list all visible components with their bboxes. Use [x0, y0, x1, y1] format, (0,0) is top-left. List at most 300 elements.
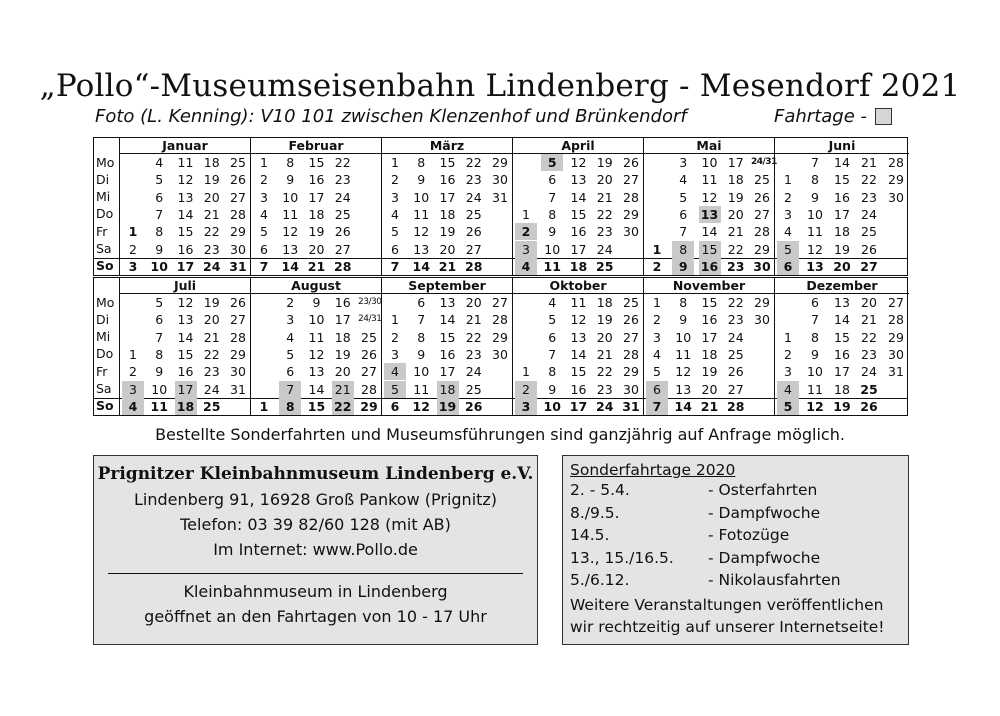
weekday-label: Di [96, 171, 110, 187]
event-item [570, 549, 908, 572]
day-cell: 3 [515, 398, 537, 415]
day-cell: 10 [544, 241, 561, 257]
day-cell: 6 [155, 189, 164, 205]
month-block [775, 138, 909, 275]
day-cell: 2 [129, 364, 137, 380]
day-cell: 9 [417, 346, 426, 362]
day-cell: 14 [834, 312, 850, 328]
day-cell: 16 [834, 346, 850, 362]
day-cell: 4 [155, 155, 164, 170]
day-cell: 21 [861, 312, 877, 328]
day-cell: 6 [548, 172, 557, 188]
day-cell: 1 [129, 346, 137, 362]
day-cell: 1 [391, 312, 399, 328]
month-name: März [382, 138, 512, 154]
day-cell: 17 [701, 329, 718, 345]
day-cell: 17 [569, 398, 588, 414]
day-cell: 21 [203, 329, 220, 345]
day-cell: 6 [286, 364, 295, 380]
weekday-label: Fr [96, 223, 108, 239]
month-block [251, 278, 382, 415]
day-cell: 17 [176, 258, 195, 274]
weekday-label: Sa [96, 241, 112, 256]
day-cell: 12 [177, 295, 194, 310]
day-cell: 16 [570, 224, 587, 240]
day-cell: 16 [834, 189, 850, 205]
day-cell: 26 [465, 398, 483, 414]
day-cell: 10 [675, 329, 692, 345]
day-cell: 29 [230, 224, 246, 240]
day-cell: 22 [465, 329, 482, 345]
day-cell: 6 [390, 398, 400, 414]
day-cell: 23 [727, 312, 744, 328]
day-cell: 12 [282, 224, 299, 240]
day-cell: 23 [727, 258, 745, 274]
day-cell: 26 [465, 224, 482, 240]
day-cell: 28 [361, 381, 377, 397]
day-cell: 5 [777, 398, 799, 415]
weekday-label: Do [96, 346, 114, 362]
day-cell: 3 [784, 364, 792, 380]
day-cell: 23/30 [358, 297, 382, 307]
day-cell: 6 [646, 381, 668, 398]
day-cell: 29 [230, 346, 246, 362]
legend-swatch [875, 108, 892, 125]
day-cell: 22 [861, 172, 877, 188]
day-cell: 18 [596, 295, 613, 310]
day-cell: 12 [413, 224, 430, 240]
month-name: November [644, 278, 774, 294]
day-cell: 8 [417, 329, 426, 345]
day-cell: 13 [834, 295, 850, 310]
day-cell: 5 [777, 241, 799, 258]
calendar-first-half [93, 137, 908, 276]
day-cell: 29 [492, 155, 508, 170]
day-cell: 3 [128, 258, 138, 274]
day-cell: 30 [492, 346, 508, 362]
month-name: Mai [644, 138, 774, 154]
day-cell: 11 [413, 206, 430, 222]
weekday-label: So [96, 258, 114, 274]
day-cell: 13 [570, 172, 587, 188]
day-cell: 18 [439, 206, 456, 222]
day-cell: 7 [155, 206, 164, 222]
day-cell: 19 [596, 155, 613, 170]
day-cell: 20 [727, 206, 744, 222]
day-cell: 2 [652, 258, 662, 274]
day-cell: 7 [390, 258, 400, 274]
day-cell: 15 [308, 155, 325, 170]
day-cell: 6 [548, 329, 557, 345]
day-cell: 26 [361, 346, 377, 362]
day-cell: 17 [175, 381, 197, 398]
day-cell: 12 [308, 346, 325, 362]
day-cell: 16 [699, 258, 721, 275]
day-cell: 20 [334, 364, 351, 380]
day-cell: 13 [699, 206, 721, 223]
day-cell: 10 [413, 364, 430, 380]
day-cell: 2 [784, 346, 792, 362]
day-cell: 15 [307, 398, 326, 414]
day-cell: 25 [596, 258, 614, 274]
day-cell: 16 [308, 172, 325, 188]
day-cell: 20 [203, 312, 220, 328]
event-item [570, 571, 908, 594]
day-cell: 12 [675, 364, 692, 380]
day-cell: 25 [203, 398, 221, 414]
day-cell: 4 [384, 363, 406, 380]
day-cell: 15 [439, 329, 456, 345]
day-cell: 7 [155, 329, 164, 345]
day-cell: 6 [391, 241, 399, 257]
day-cell: 26 [623, 312, 639, 328]
day-cell: 4 [777, 381, 799, 398]
calendar-grid [93, 137, 908, 416]
month-block [644, 138, 775, 275]
day-cell: 25 [727, 346, 744, 362]
day-cell: 27 [334, 241, 351, 257]
day-cell: 7 [679, 224, 688, 240]
day-cell: 13 [570, 329, 587, 345]
day-cell: 7 [259, 258, 269, 274]
day-cell: 19 [727, 189, 744, 205]
day-cell: 29 [623, 364, 639, 380]
day-cell: 14 [177, 206, 194, 222]
day-cell: 29 [754, 241, 770, 257]
day-cell: 11 [807, 224, 823, 240]
day-cell: 12 [570, 312, 587, 328]
footer-line-1: Weitere Veranstaltungen veröffentlichen [570, 595, 884, 614]
day-cell: 20 [596, 172, 613, 188]
day-cell: 18 [203, 155, 220, 170]
day-cell: 24 [596, 241, 613, 257]
day-cell: 17 [439, 189, 456, 205]
day-cell: 4 [260, 206, 268, 222]
day-cell: 26 [230, 172, 246, 188]
day-cell: 30 [623, 224, 639, 240]
day-cell: 1 [128, 224, 138, 240]
day-cell: 17 [834, 206, 850, 222]
museum-line-2: geöffnet an den Fahrtagen von 10 - 17 Uhr [144, 607, 487, 626]
day-cell: 22 [727, 241, 744, 257]
day-cell: 3 [391, 189, 399, 205]
day-cell: 20 [833, 258, 851, 274]
day-cell: 30 [888, 346, 904, 362]
month-block [251, 138, 382, 275]
day-cell: 21 [307, 258, 326, 274]
day-cell: 21 [596, 189, 613, 205]
day-cell: 8 [417, 155, 426, 170]
day-cell: 14 [834, 155, 850, 170]
day-cell: 9 [679, 312, 688, 328]
day-cell: 4 [122, 398, 144, 415]
day-cell: 9 [312, 295, 321, 310]
day-cell: 15 [834, 172, 850, 188]
day-cell: 15 [834, 329, 850, 345]
day-cell: 24 [203, 258, 221, 274]
day-cell: 14 [412, 258, 430, 274]
day-cell: 19 [437, 398, 459, 415]
day-cell: 12 [807, 241, 823, 257]
event-date: 14.5. [570, 526, 610, 544]
month-name: September [382, 278, 512, 294]
event-date: 5./6.12. [570, 571, 630, 589]
day-cell: 3 [679, 155, 688, 170]
day-cell: 10 [543, 398, 561, 414]
day-cell: 9 [548, 381, 557, 397]
day-cell: 11 [177, 155, 194, 170]
day-cell: 31 [230, 381, 246, 397]
day-cell: 9 [155, 241, 164, 257]
day-cell: 8 [548, 206, 557, 222]
month-block [120, 278, 251, 415]
day-cell: 8 [811, 172, 819, 188]
day-cell: 12 [177, 172, 194, 188]
day-cell: 4 [548, 295, 557, 310]
day-cell: 23 [334, 172, 351, 188]
day-cell: 22 [727, 295, 744, 310]
day-cell: 3 [784, 206, 792, 222]
event-item [570, 481, 908, 504]
day-cell: 9 [548, 224, 557, 240]
day-cell: 29 [888, 172, 904, 188]
day-cell: 11 [282, 206, 299, 222]
day-cell: 25 [861, 224, 877, 240]
day-cell: 11 [413, 381, 430, 397]
month-name: Februar [251, 138, 381, 154]
day-cell: 21 [700, 398, 719, 414]
footer-line-2: wir rechtzeitig auf unserer Internetseite! [570, 617, 885, 636]
day-cell: 25 [754, 172, 770, 188]
day-cell: 16 [439, 172, 456, 188]
day-cell: 7 [811, 155, 819, 170]
day-cell: 5 [384, 381, 406, 398]
day-cell: 15 [699, 241, 721, 258]
day-cell: 12 [570, 155, 587, 170]
day-cell: 3 [260, 189, 268, 205]
day-cell: 24/31 [751, 157, 777, 167]
day-cell: 25 [230, 155, 246, 170]
month-block [120, 138, 251, 275]
day-cell: 18 [175, 398, 197, 415]
day-cell: 14 [674, 398, 692, 414]
day-cell: 11 [308, 329, 325, 345]
contact-box [93, 455, 538, 645]
day-cell: 28 [888, 155, 904, 170]
day-cell: 1 [784, 329, 792, 345]
day-cell: 14 [701, 224, 718, 240]
day-cell: 12 [701, 189, 718, 205]
day-cell: 5 [155, 295, 164, 310]
month-block [775, 278, 909, 415]
day-cell: 18 [834, 224, 850, 240]
day-cell: 21 [861, 155, 877, 170]
special-days-heading: Sonderfahrtage 2020 [570, 461, 736, 479]
day-cell: 26 [230, 295, 246, 310]
event-item [570, 504, 908, 527]
day-cell: 1 [260, 155, 268, 170]
weekday-label: Sa [96, 381, 112, 396]
day-cell: 30 [230, 364, 246, 380]
day-cell: 27 [727, 381, 744, 397]
day-cell: 27 [860, 258, 878, 274]
day-cell: 22 [465, 155, 482, 170]
day-cell: 22 [596, 364, 613, 380]
day-cell: 28 [623, 189, 639, 205]
day-cell: 14 [308, 381, 325, 397]
day-cell: 28 [492, 312, 508, 328]
day-cell: 27 [623, 172, 639, 188]
day-cell: 12 [412, 398, 430, 414]
day-cell: 16 [439, 346, 456, 362]
day-cell: 22 [334, 155, 351, 170]
event-name: - Fotozüge [708, 526, 790, 544]
day-cell: 24 [465, 364, 482, 380]
day-cell: 31 [888, 364, 904, 380]
day-cell: 23 [203, 241, 220, 257]
weekday-label: Di [96, 311, 110, 327]
day-cell: 22 [203, 224, 220, 240]
day-cell: 13 [177, 312, 194, 328]
day-cell: 20 [596, 329, 613, 345]
weekday-label: Mo [96, 294, 115, 310]
weekday-labels [94, 278, 120, 415]
month-block [382, 138, 513, 275]
day-cell: 5 [541, 154, 563, 171]
organization-name: Prignitzer Kleinbahnmuseum Lindenberg e.V. [97, 464, 534, 484]
day-cell: 28 [230, 206, 246, 222]
event-name: - Dampfwoche [708, 548, 821, 567]
day-cell: 19 [596, 312, 613, 328]
day-cell: 22 [596, 206, 613, 222]
month-block [644, 278, 775, 415]
day-cell: 27 [361, 364, 377, 380]
day-cell: 23 [465, 172, 482, 188]
day-cell: 14 [281, 258, 299, 274]
day-cell: 8 [279, 398, 301, 415]
day-cell: 19 [439, 224, 456, 240]
day-cell: 19 [833, 398, 851, 414]
day-cell: 30 [230, 241, 246, 257]
day-cell: 5 [260, 224, 268, 240]
day-cell: 19 [834, 241, 850, 257]
day-cell: 24 [596, 398, 614, 414]
day-cell: 15 [701, 295, 718, 310]
day-cell: 3 [653, 329, 661, 345]
day-cell: 29 [360, 398, 378, 414]
day-cell: 4 [391, 206, 399, 222]
day-cell: 27 [230, 312, 246, 328]
day-cell: 10 [807, 364, 823, 380]
day-cell: 1 [391, 155, 399, 170]
day-cell: 13 [413, 241, 430, 257]
month-block [382, 278, 513, 415]
museum-line-1: Kleinbahnmuseum in Lindenberg [183, 582, 448, 601]
day-cell: 21 [438, 258, 457, 274]
day-cell: 8 [811, 329, 819, 345]
day-cell: 10 [308, 312, 325, 328]
day-cell: 27 [465, 241, 482, 257]
day-cell: 19 [308, 224, 325, 240]
day-cell: 11 [701, 172, 718, 188]
day-cell: 2 [391, 172, 399, 188]
day-cell: 23 [596, 224, 613, 240]
day-cell: 8 [155, 224, 164, 240]
legend [774, 106, 892, 127]
day-cell: 18 [334, 329, 351, 345]
month-name: April [513, 138, 643, 154]
day-cell: 28 [623, 346, 639, 362]
day-cell: 24 [861, 206, 877, 222]
day-cell: 13 [806, 258, 824, 274]
day-cell: 24 [203, 381, 220, 397]
day-cell: 29 [888, 329, 904, 345]
day-cell: 21 [465, 312, 482, 328]
day-cell: 22 [203, 346, 220, 362]
month-block [513, 138, 644, 275]
day-cell: 6 [155, 312, 164, 328]
day-cell: 5 [391, 224, 399, 240]
calendar-second-half [93, 277, 908, 416]
day-cell: 20 [861, 295, 877, 310]
day-cell: 20 [439, 241, 456, 257]
legend-label: Fahrtage - [774, 106, 867, 127]
day-cell: 4 [515, 258, 537, 275]
day-cell: 20 [308, 241, 325, 257]
day-cell: 13 [177, 189, 194, 205]
day-cell: 10 [151, 381, 168, 397]
day-cell: 24 [334, 189, 351, 205]
day-cell: 18 [701, 346, 718, 362]
day-cell: 23 [861, 189, 877, 205]
day-cell: 5 [653, 364, 661, 380]
day-cell: 5 [155, 172, 164, 188]
month-name: Dezember [775, 278, 909, 294]
day-cell: 7 [417, 312, 426, 328]
day-cell: 2 [515, 381, 537, 398]
day-cell: 3 [286, 312, 295, 328]
day-cell: 4 [784, 224, 792, 240]
month-name: Januar [120, 138, 250, 154]
day-cell: 15 [177, 224, 194, 240]
day-cell: 21 [203, 206, 220, 222]
day-cell: 17 [727, 155, 744, 170]
day-cell: 30 [623, 381, 639, 397]
day-cell: 26 [334, 224, 351, 240]
month-name: Juli [120, 278, 250, 294]
day-cell: 31 [492, 189, 508, 205]
day-cell: 30 [888, 189, 904, 205]
day-cell: 16 [177, 241, 194, 257]
day-cell: 13 [282, 241, 299, 257]
weekday-label: So [96, 398, 114, 414]
day-cell: 17 [834, 364, 850, 380]
day-cell: 28 [334, 258, 352, 274]
day-cell: 6 [811, 295, 819, 310]
day-cell: 25 [465, 206, 482, 222]
day-cell: 14 [177, 329, 194, 345]
day-cell: 2 [391, 329, 399, 345]
day-cell: 23 [465, 346, 482, 362]
day-cell: 15 [570, 364, 587, 380]
event-date: 2. - 5.4. [570, 481, 630, 499]
day-cell: 10 [413, 189, 430, 205]
day-cell: 26 [860, 398, 878, 414]
day-cell: 19 [203, 295, 220, 310]
day-cell: 18 [308, 206, 325, 222]
month-name: August [251, 278, 381, 294]
day-cell: 22 [861, 329, 877, 345]
